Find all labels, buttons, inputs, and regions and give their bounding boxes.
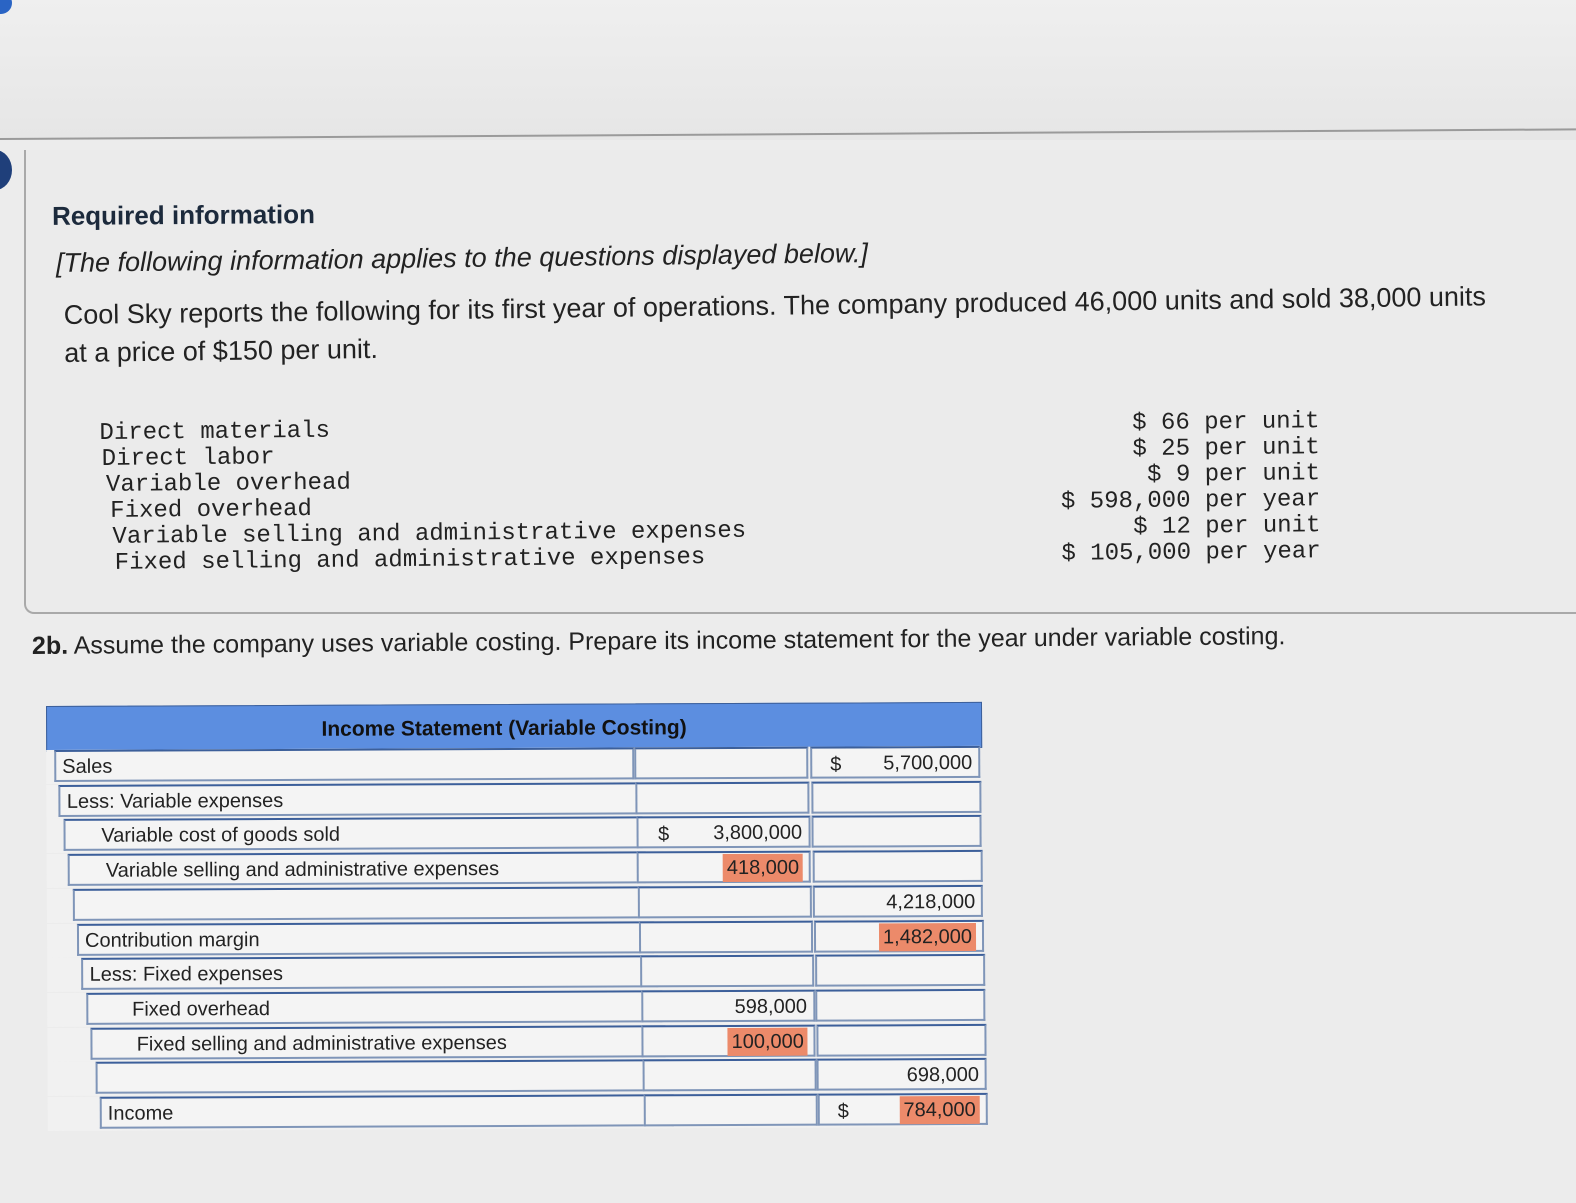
statement-row bbox=[47, 954, 981, 992]
amount-column-2-field[interactable] bbox=[810, 746, 980, 779]
amount-1-value: 418,000 bbox=[723, 854, 803, 882]
amount-column-1-field[interactable] bbox=[635, 781, 809, 814]
amount-column-1-field[interactable] bbox=[636, 816, 810, 849]
amount-column-2-field[interactable] bbox=[818, 1093, 988, 1126]
statement-row bbox=[46, 746, 980, 784]
amount-column-1-field[interactable] bbox=[643, 1059, 817, 1092]
cost-label: Variable selling and administrative expenses bbox=[112, 517, 747, 551]
income-statement-table bbox=[46, 702, 982, 1134]
amount-column-1-field[interactable] bbox=[641, 990, 815, 1023]
amount-column-2-field[interactable] bbox=[816, 1023, 986, 1056]
amount-2-value: 1,482,000 bbox=[879, 922, 976, 950]
cost-label: Direct materials bbox=[99, 417, 331, 447]
statement-row bbox=[48, 1058, 982, 1096]
row-label-field[interactable]: Less: Variable expenses bbox=[59, 782, 639, 817]
intro-line-2: at a price of $150 per unit. bbox=[64, 333, 379, 368]
amount-2-value: 4,218,000 bbox=[886, 890, 976, 914]
cost-label: Fixed overhead bbox=[110, 495, 312, 525]
amount-column-2-field[interactable] bbox=[814, 919, 984, 952]
top-band bbox=[0, 0, 1576, 140]
amount-column-1-field[interactable] bbox=[638, 885, 812, 918]
cost-value: $ 66 per unit bbox=[1132, 408, 1320, 438]
amount-column-2-field[interactable] bbox=[811, 781, 981, 814]
amount-column-1-field[interactable] bbox=[644, 1094, 818, 1127]
amount-column-1-field[interactable] bbox=[640, 955, 814, 988]
amount-column-2-field[interactable] bbox=[812, 815, 982, 848]
question-number: 2b. bbox=[31, 631, 69, 660]
amount-column-2-field[interactable] bbox=[813, 885, 983, 918]
row-label-field[interactable]: Less: Fixed expenses bbox=[81, 956, 658, 991]
row-label-field[interactable]: Income bbox=[100, 1094, 674, 1129]
row-label-field[interactable]: Fixed overhead bbox=[86, 990, 662, 1025]
amount-column-1-field[interactable] bbox=[639, 920, 813, 953]
cost-value: $ 25 per unit bbox=[1132, 434, 1320, 464]
amount-column-2-field[interactable] bbox=[817, 1058, 987, 1091]
amount-column-2-field[interactable] bbox=[812, 850, 982, 883]
amount-1-value: 598,000 bbox=[734, 995, 807, 1018]
row-label-field[interactable]: Fixed selling and administrative expenses bbox=[91, 1025, 666, 1060]
cost-value: $ 105,000 per year bbox=[1061, 538, 1321, 568]
statement-row bbox=[47, 850, 981, 888]
row-label-field[interactable] bbox=[95, 1060, 670, 1095]
statement-row bbox=[47, 885, 981, 923]
required-title: Required information bbox=[51, 199, 316, 231]
amount-column-1-field[interactable] bbox=[642, 1024, 816, 1057]
intro-line-1: Cool Sky reports the following for its first year of operations. The company produced 46,000 units and sold 38,000 units bbox=[63, 281, 1487, 331]
row-label-field[interactable]: Contribution margin bbox=[77, 921, 654, 956]
amount-1-value: 3,800,000 bbox=[713, 822, 803, 845]
row-label-field[interactable]: Variable selling and administrative expenses bbox=[68, 851, 646, 886]
statement-row bbox=[47, 919, 981, 957]
statement-row bbox=[48, 1093, 982, 1131]
amount-column-2-field[interactable] bbox=[815, 989, 985, 1022]
cost-label: Direct labor bbox=[101, 444, 275, 473]
statement-row bbox=[46, 781, 980, 819]
dollar-sign-2: $ bbox=[837, 1100, 849, 1123]
amount-column-1-field[interactable] bbox=[637, 851, 811, 884]
statement-header bbox=[46, 702, 982, 752]
statement-title: Income Statement (Variable Costing) bbox=[321, 716, 687, 741]
dollar-sign-2: $ bbox=[830, 753, 842, 776]
row-label-field[interactable]: Sales bbox=[54, 747, 634, 782]
row-label-field[interactable] bbox=[72, 886, 650, 921]
cost-value: $ 598,000 per year bbox=[1060, 486, 1321, 516]
amount-2-value: 698,000 bbox=[906, 1064, 980, 1087]
corner-indicator bbox=[0, 150, 12, 190]
cost-label: Fixed selling and administrative expenses bbox=[114, 544, 706, 577]
dollar-sign-1: $ bbox=[658, 823, 670, 846]
statement-row bbox=[47, 989, 981, 1027]
row-label-field[interactable]: Variable cost of goods sold bbox=[63, 817, 642, 852]
question-prompt bbox=[32, 620, 1532, 661]
cost-value: $ 9 per unit bbox=[1146, 460, 1321, 489]
cost-label: Variable overhead bbox=[105, 469, 351, 499]
amount-column-2-field[interactable] bbox=[815, 954, 985, 987]
amount-2-value: 784,000 bbox=[899, 1096, 979, 1124]
amount-1-value: 100,000 bbox=[728, 1027, 808, 1055]
cost-value: $ 12 per unit bbox=[1133, 512, 1321, 542]
amount-column-1-field[interactable] bbox=[634, 747, 808, 780]
statement-row bbox=[46, 815, 980, 853]
required-subtitle: [The following information applies to the questions displayed below.] bbox=[55, 238, 869, 278]
cost-table bbox=[95, 390, 1397, 577]
statement-row bbox=[47, 1024, 981, 1062]
amount-2-value: 5,700,000 bbox=[883, 751, 973, 775]
question-text: Assume the company uses variable costing. Prepare its income statement for the year under variable costing. bbox=[68, 622, 1286, 660]
